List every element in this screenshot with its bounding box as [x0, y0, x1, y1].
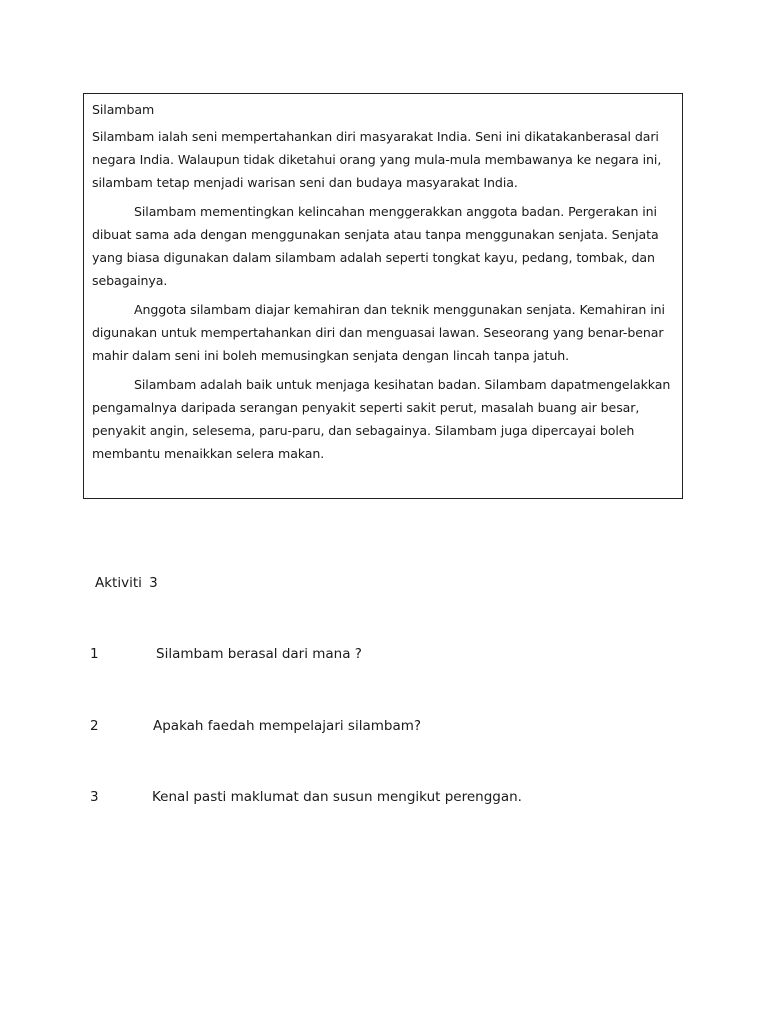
- question-text: Kenal pasti maklumat dan susun mengikut perenggan.: [152, 789, 522, 805]
- question-number: 1: [90, 646, 99, 662]
- question-number: 2: [90, 718, 99, 734]
- question-text: Apakah faedah mempelajari silambam?: [153, 718, 422, 734]
- paragraph-4: Silambam adalah baik untuk menjaga kesihatan badan. Silambam dapatmengelakkan pengamalnya daripada serangan penyakit seperti sakit perut, masalah buang air besar, penyakit angin, selesema, paru-paru, dan sebagainya. Silambam juga dipercayai boleh membantu menaikkan selera makan.: [92, 377, 671, 461]
- passage-box: [83, 93, 683, 499]
- question-number: 3: [90, 789, 99, 805]
- paragraph-3: Anggota silambam diajar kemahiran dan teknik menggunakan senjata. Kemahiran ini digunakan untuk mempertahankan diri dan menguasai lawan. Seseorang yang benar-benar mahir dalam seni ini boleh memusingkan senjata dengan lincah tanpa jatuh.: [92, 302, 665, 363]
- passage-title: Silambam: [92, 102, 155, 117]
- activity-title: Aktiviti 3: [95, 575, 158, 591]
- paragraph-1: Silambam ialah seni mempertahankan diri masyarakat India. Seni ini dikatakanberasal dari negara India. Walaupun tidak diketahui orang yang mula-mula membawanya ke negara ini, silambam tetap menjadi warisan seni dan budaya masyarakat India.: [92, 129, 662, 190]
- question-text: Silambam berasal dari mana ?: [156, 646, 362, 662]
- paragraph-2: Silambam mementingkan kelincahan menggerakkan anggota badan. Pergerakan ini dibuat sama ada dengan menggunakan senjata atau tanpa menggunakan senjata. Senjata yang biasa digunakan dalam silambam adalah seperti tongkat kayu, pedang, tombak, dan sebagainya.: [92, 204, 659, 288]
